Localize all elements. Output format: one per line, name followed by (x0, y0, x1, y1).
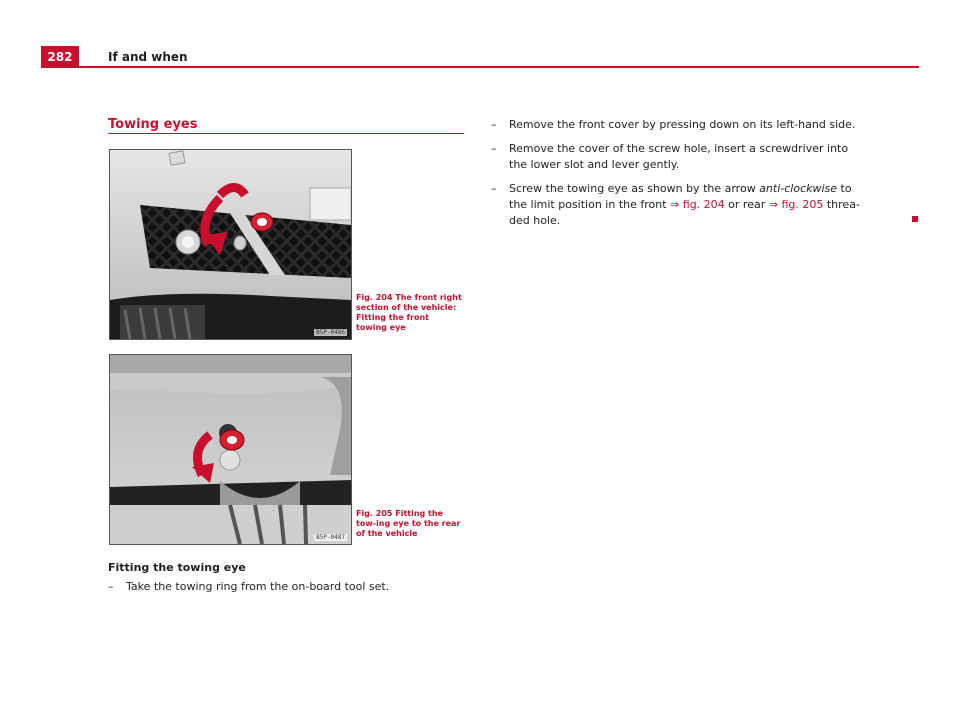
emphasis-text: anti-clockwise (759, 182, 838, 195)
text-run: threa- (823, 198, 860, 211)
figure-204-front-towing-eye (109, 149, 352, 340)
figure-code: B5P-0486 (316, 329, 345, 336)
bullet-text-line: Remove the cover of the screw hole, insert a screwdriver into (509, 142, 849, 155)
bullet-dash: – (108, 580, 114, 593)
figure-205-caption: Fig. 205 Fitting the tow-ing eye to the rear of the vehicle (356, 509, 461, 538)
bullet-text-line (509, 197, 860, 212)
bullet-dash: – (491, 182, 497, 195)
figure-205-link[interactable]: ⇒ fig. 205 (768, 198, 824, 211)
bullet-dash: – (491, 118, 497, 131)
list-item (491, 117, 911, 133)
section-rule (108, 133, 464, 134)
section-title: Towing eyes (108, 117, 198, 132)
bullet-text-line (509, 181, 852, 196)
bullet-text-line: the lower slot and lever gently. (509, 158, 680, 171)
list-item (491, 181, 911, 229)
header-rule (79, 66, 919, 68)
subheading-fitting-towing-eye: Fitting the towing eye (108, 561, 246, 574)
bullet-text: Remove the front cover by pressing down on its left-hand side. (509, 118, 856, 131)
list-item (491, 141, 911, 173)
figure-204-link[interactable]: ⇒ fig. 204 (670, 198, 725, 211)
text-run: the limit position in the front (509, 198, 671, 211)
bullet-text: Take the towing ring from the on-board tool set. (126, 580, 390, 593)
bullet-text-line: ded hole. (509, 214, 561, 227)
text-run: Screw the towing eye as shown by the arrow (509, 182, 760, 195)
section-end-marker (912, 216, 918, 222)
running-header-title: If and when (108, 50, 188, 64)
page-number: 282 (41, 46, 79, 68)
figure-205-rear-towing-eye (109, 354, 352, 545)
text-run: or rear (724, 198, 769, 211)
figure-204-caption: Fig. 204 The front right section of the vehicle: Fitting the front towing eye (356, 293, 462, 332)
figure-code: B5P-0487 (316, 534, 345, 541)
list-item (108, 579, 468, 595)
bullet-dash: – (491, 142, 497, 155)
text-run: to (837, 182, 852, 195)
